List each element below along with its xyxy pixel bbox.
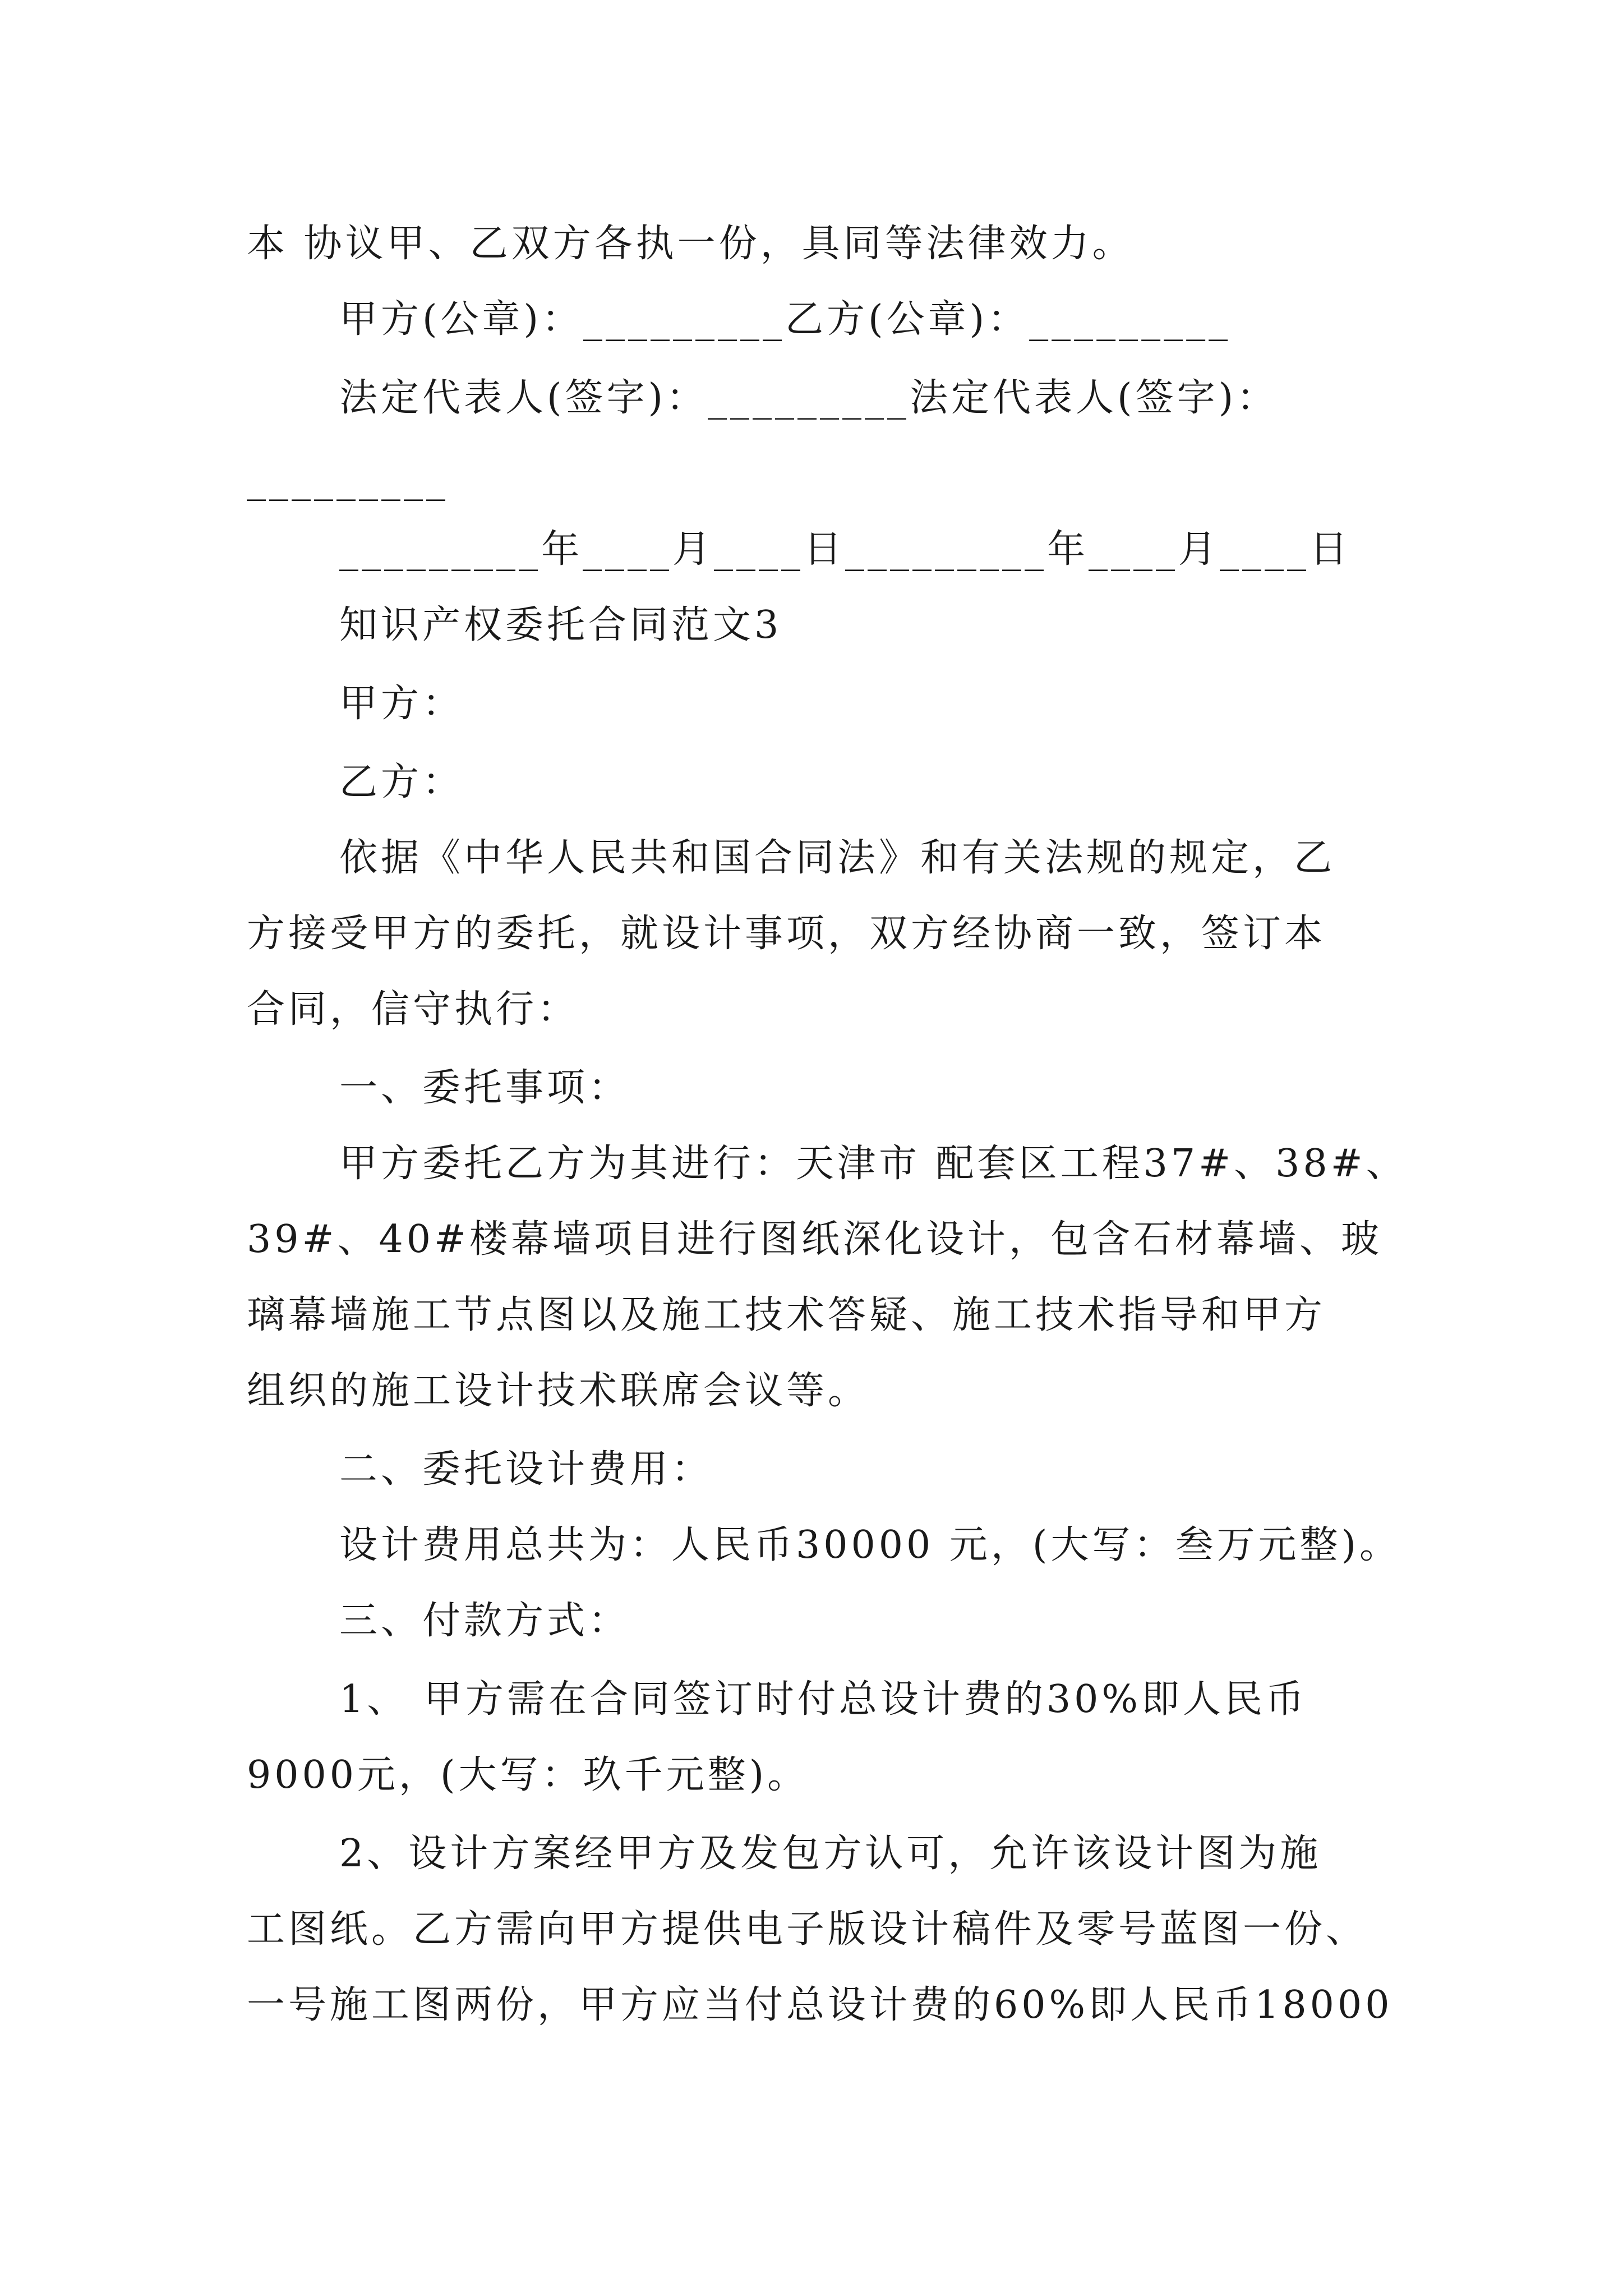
text-line: 甲方： <box>339 682 464 726</box>
text-line: 组织的施工设计技术联席会议等。 <box>247 1369 870 1413</box>
text-line: 璃幕墙施工节点图以及施工技术答疑、施工技术指导和甲方 <box>247 1293 1326 1337</box>
clause-heading: 一、委托事项： <box>339 1066 630 1110</box>
text-line: 方接受甲方的委托，就设计事项，双方经协商一致，签订本 <box>247 912 1326 956</box>
text-line: 工图纸。乙方需向甲方提供电子版设计稿件及零号蓝图一份、 <box>247 1907 1368 1952</box>
text-line: 法定代表人(签字)：_________法定代表人(签字)： <box>339 376 1279 420</box>
text-line: 39#、40#楼幕墙项目进行图纸深化设计，包含石材幕墙、玻 <box>247 1217 1383 1262</box>
clause-heading: 三、付款方式： <box>339 1599 630 1643</box>
text-line: 1、 甲方需在合同签订时付总设计费的30%即人民币 <box>339 1677 1308 1722</box>
text-line: 一号施工图两份，甲方应当付总设计费的60%即人民币18000 <box>247 1983 1393 2027</box>
text-line: _________年____月____日_________年____月____日 <box>339 527 1352 572</box>
text-line: 合同，信守执行： <box>247 987 579 1032</box>
text-line: 设计费用总共为：人民币30000 元，(大写：叁万元整)。 <box>339 1523 1401 1567</box>
text-line: 甲方(公章)：_________乙方(公章)：_________ <box>339 297 1232 342</box>
clause-heading: 二、委托设计费用： <box>339 1447 713 1492</box>
text-line: 2、设计方案经甲方及发包方认可，允许该设计图为施 <box>339 1832 1322 1876</box>
text-line: 乙方： <box>339 760 464 804</box>
text-line: 本 协议甲、乙双方各执一份，具同等法律效力。 <box>247 222 1134 266</box>
section-heading: 知识产权委托合同范文3 <box>339 603 782 647</box>
text-line: 甲方委托乙方为其进行：天津市 配套区工程37#、38#、 <box>339 1142 1408 1186</box>
text-line: 9000元，(大写：玖千元整)。 <box>247 1753 809 1797</box>
text-line: 依据《中华人民共和国合同法》和有关法规的规定，乙 <box>339 836 1336 880</box>
text-line: _________ <box>247 457 449 501</box>
